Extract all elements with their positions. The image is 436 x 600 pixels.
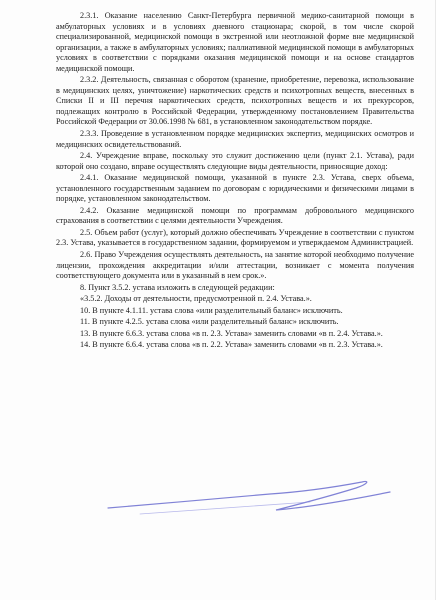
paragraph-item-8-text: «3.5.2. Доходы от деятельности, предусмотренной п. 2.4. Устава.». <box>80 294 312 304</box>
paragraph-2-4-2: 2.4.2. Оказание медицинской помощи по программам добровольного медицинского страхования в соответствии с целями деятельности Учреждения. <box>56 205 414 226</box>
paragraph-2-3-3: 2.3.3. Проведение в установленном порядке медицинских экспертиз, медицинских осмотров и медицинских освидетельствований. <box>56 129 414 149</box>
paragraph-item-10: 10. В пункте 4.1.11. устава слова «или разделительный баланс» исключить. <box>80 305 343 315</box>
handwritten-signature <box>100 468 400 528</box>
paragraph-2-4: 2.4. Учреждение вправе, поскольку это служит достижению цели (пункт 2.1. Устава), ради которой оно создано, вправе осуществлять следующие виды деятельности, приносящие доход: <box>56 151 414 171</box>
paragraph-2-3-2: 2.3.2. Деятельность, связанная с оборотом (хранение, приобретение, перевозка, использование в медицинских целях, уничтожение) наркотических средств и психотропных веществ, внесенных в Списки II и III перечня наркотических средств, психотропных веществ и их прекурсоров, подлежащих контролю в Российской Федерации, утвержденному постановлением Правительства Российской Федерации от 30.06.1998 № 681, в установленном законодательством порядке. <box>56 75 414 127</box>
document-body <box>56 11 414 352</box>
paragraph-item-13: 13. В пункте 6.6.3. устава слова «в п. 2.3. Устава» заменить словами «в п. 2.4. Устава.». <box>80 328 383 338</box>
paragraph-item-8: 8. Пункт 3.5.2. устава изложить в следующей редакции: <box>80 282 275 292</box>
paragraph-2-5: 2.5. Объем работ (услуг), который должно обеспечивать Учреждение в соответствии с пунктом 2.3. Устава, указывается в государственном задании, формируемом и утверждаемом Администрацией. <box>56 227 414 248</box>
paragraph-2-4-1: 2.4.1. Оказание медицинской помощи, указанной в пункте 2.3. Устава, сверх объема, установленного государственным заданием по договорам с юридическими и физическими лицами в порядке, установленном законодательством. <box>56 173 414 204</box>
paragraph-2-6: 2.6. Право Учреждения осуществлять деятельность, на занятие которой необходимо получение лицензии, прохождения аккредитации и/или аттестации, возникает с момента получения соответствующего документа или в указанный в нем срок.». <box>56 250 414 281</box>
paragraph-item-14: 14. В пункте 6.6.4. устава слова «в п. 2.2. Устава» заменить словами «в п. 2.3. Устава.». <box>80 340 383 350</box>
paragraph-item-11: 11. В пункте 4.2.5. устава слова «или разделительный баланс» исключить. <box>80 317 339 327</box>
paragraph-2-3-1: 2.3.1. Оказание населению Санкт-Петербурга первичной медико-санитарной помощи в амбулаторных условиях и в условиях дневного стационара; скорой, в том числе скорой специализированной, медицинской помощи в экстренной или неотложной форме вне медицинской организации, а также в амбулаторных условиях; паллиативной медицинской помощи в амбулаторных условиях в соответствии с порядками оказания медицинской помощи и на основе стандартов медицинской помощи. <box>56 11 414 73</box>
